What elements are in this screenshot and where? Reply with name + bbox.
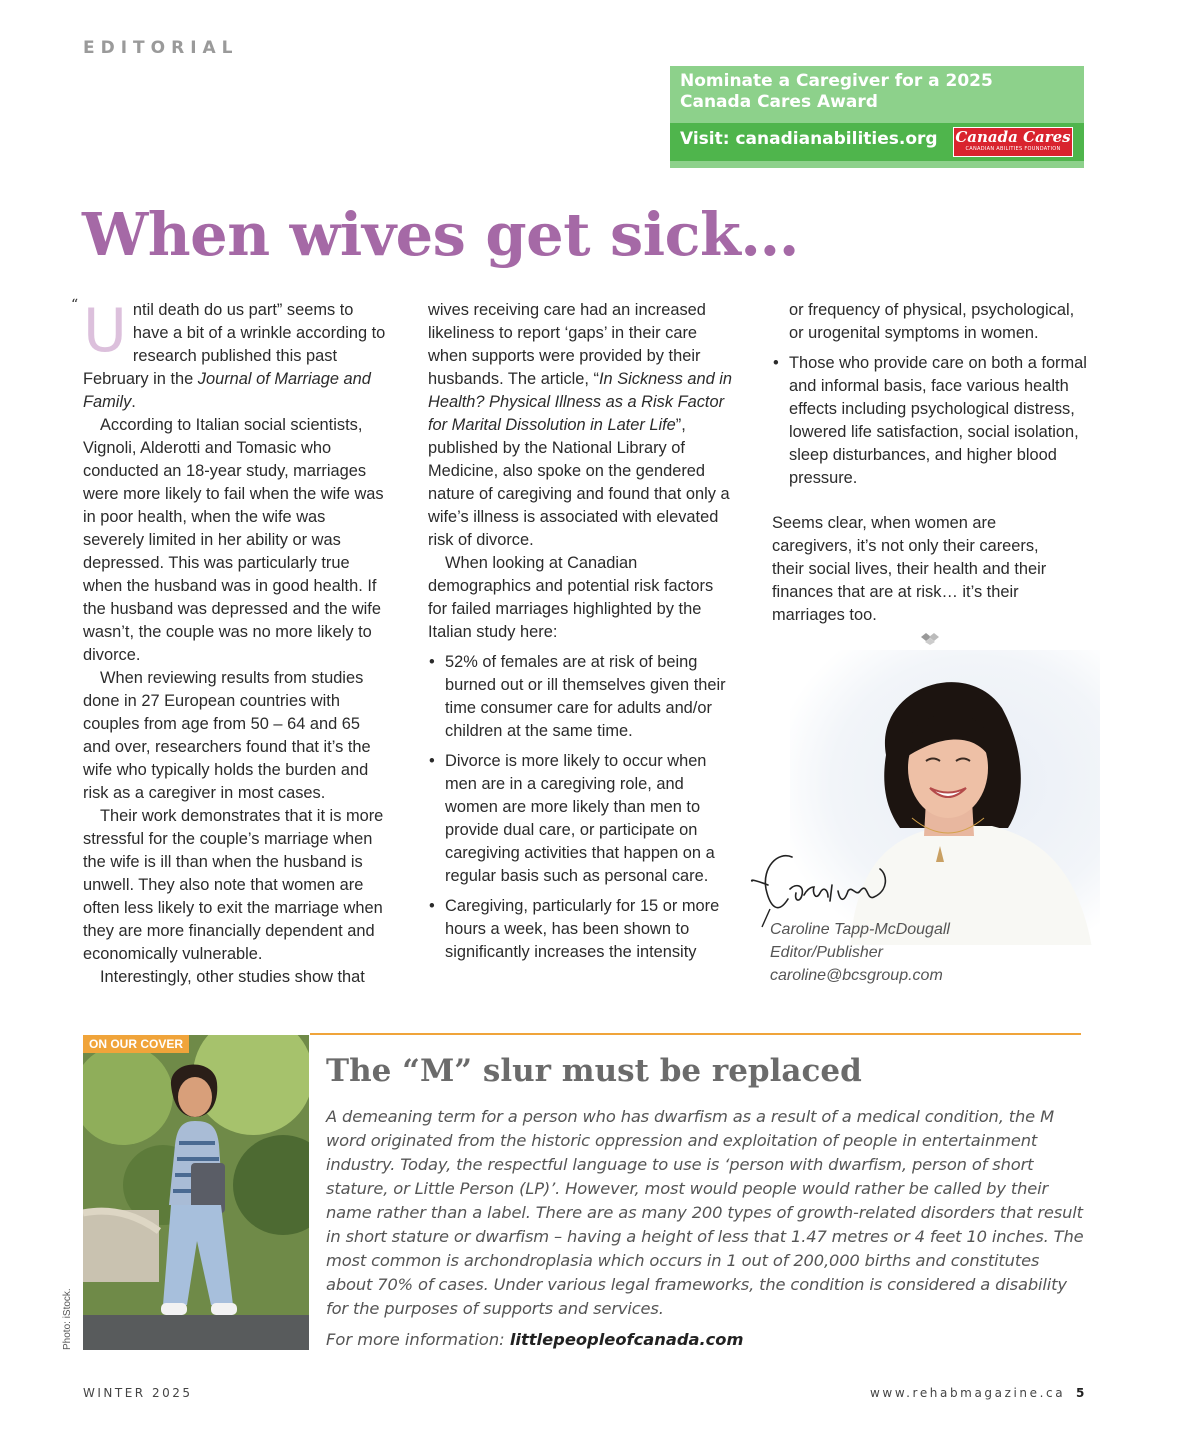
paragraph-1-end: . [131,393,136,411]
editor-signature-block [770,918,950,987]
end-mark-icon [920,632,946,646]
paragraph-2: According to Italian social scientists, Vignoli, Alderotti and Tomasic who conducted an 18-year study, marriages were more likely to fail when the wife was in poor health, when the wife was severely limited in her ability or was depressed. This was particularly true when the husband was in good health. If the husband was depressed and the wife wasn’t, the couple was no more likely to divorce. [83,416,384,664]
more-info-link[interactable]: littlepeopleofcanada.com [509,1330,744,1349]
closing-paragraph: Seems clear, when women are caregivers, it’s not only their careers, their social lives, their health and their finances that are at risk… it’s their marriages too. [772,514,1047,624]
canada-cares-logo [953,127,1073,157]
more-info-label: For more information: [326,1330,510,1349]
list-item: • Caregiving, particularly for 15 or more hours a week, has been shown to significantly increases the intensity [428,895,732,964]
health-effects-list [772,352,1090,490]
article-column-2 [428,299,732,964]
paragraph-3: When reviewing results from studies done in 27 European countries with couples from age from 50 – 64 and 65 and over, researchers found that it’s the wife who typically holds the burden and risk as a caregiver in most cases. [83,669,371,802]
paragraph-7: When looking at Canadian demographics and potential risk factors for failed marriages highlighted by the Italian study here: [428,554,714,641]
paragraph-1-text: ntil death do us part” seems to have a bit of a wrinkle according to research published this past February in the [83,301,386,388]
article-column-3 [772,299,1090,627]
logo-wordmark: Canada Cares [955,128,1071,146]
list-item: • Those who provide care on both a formal and informal basis, face various health effects including psychological distress, lowered life satisfaction, social isolation, sleep disturbances, and higher blood pressure. [772,352,1090,490]
cover-photo-illustration [83,1035,309,1350]
photo-credit: Photo: iStock. [62,1288,73,1350]
page-number: 5 [1076,1386,1085,1400]
section-divider [310,1033,1081,1035]
editor-name: Caroline Tapp-McDougall [770,921,950,938]
cover-story-body: A demeaning term for a person who has dwarfism as a result of a medical condition, the M word originated from the historic oppression and exploitation of people in entertainment industry. Today, the respectful language to use is ‘person with dwarfism, person of short stature, or Little Person (LP)’. However, most would people would rather be called by their name rather than a label. There are as many 200 types of growth-related disorders that result in short stature or dwarfism – having a height of less that 1.47 metres or 4 feet 10 inches. The most common is archondroplasia which occurs in 1 out of 200,000 births and constitutes about 70% of cases. Under various legal frameworks, the condition is considered a disability for the purposes of supports and services. [326,1107,1084,1318]
paragraph-4: Their work demonstrates that it is more stressful for the couple’s marriage when the wife is ill than when the husband is unwell. They also note that women are often less likely to exit the marriage when they are more financially dependent and economically vulnerable. [83,807,384,963]
editor-role: Editor/Publisher [770,944,883,961]
paragraph-6-text: wives receiving care had an increased likeliness to report ‘gaps’ in their care when supports were provided by their husbands. The article, “ [428,301,706,388]
list-item: • Divorce is more likely to occur when men are in a caregiving role, and women are more likely than men to provide dual care, or participate on caregiving activities that happen on a regular basis such as personal care. [428,750,732,888]
article-headline: When wives get sick… [82,200,799,269]
promo-header [670,66,1084,123]
opening-quote: “ [71,297,79,313]
article-title: In Sickness and in Health? Physical Illness as a Risk Factor for Marital Dissolution in Later Life [428,370,733,434]
issue-label: WINTER 2025 [83,1386,193,1400]
section-label: EDITORIAL [83,38,239,58]
promo-strip [670,161,1084,168]
list-item: • 52% of females are at risk of being burned out or ill themselves given their time consumer care for adults and/or children at the same time. [428,651,732,743]
article-column-1 [83,296,388,989]
cover-tag: ON OUR COVER [83,1035,189,1053]
cover-story-title: The “M” slur must be replaced [326,1053,862,1089]
promo-line-1: Nominate a Caregiver for a 2025 [680,71,993,91]
promo-visit-link[interactable]: Visit: canadianabilities.org [680,129,938,149]
drop-cap: U [83,296,127,366]
paragraph-6 [428,299,732,552]
nominate-promo-box[interactable] [670,66,1084,168]
paragraph-6-end: ”, published by the National Library of Medicine, also spoke on the gendered nature of caregiving and found that only a wife’s illness is associated with elevated risk of divorce. [428,416,730,549]
cover-photo [83,1035,309,1350]
website-link[interactable]: www.rehabmagazine.ca [870,1386,1066,1400]
bullet-continued: or frequency of physical, psychological, or urogenital symptoms in women. [789,301,1075,342]
logo-subline: CANADIAN ABILITIES FOUNDATION [965,146,1061,152]
promo-line-2: Canada Cares Award [680,92,878,112]
risk-factor-list [428,651,732,964]
journal-title: Journal of Marriage and Family [83,370,371,411]
paragraph-5: Interestingly, other studies show that [100,968,365,986]
editor-email[interactable]: caroline@bcsgroup.com [770,967,943,984]
more-info-line [326,1330,743,1349]
paragraph-1 [83,296,388,414]
